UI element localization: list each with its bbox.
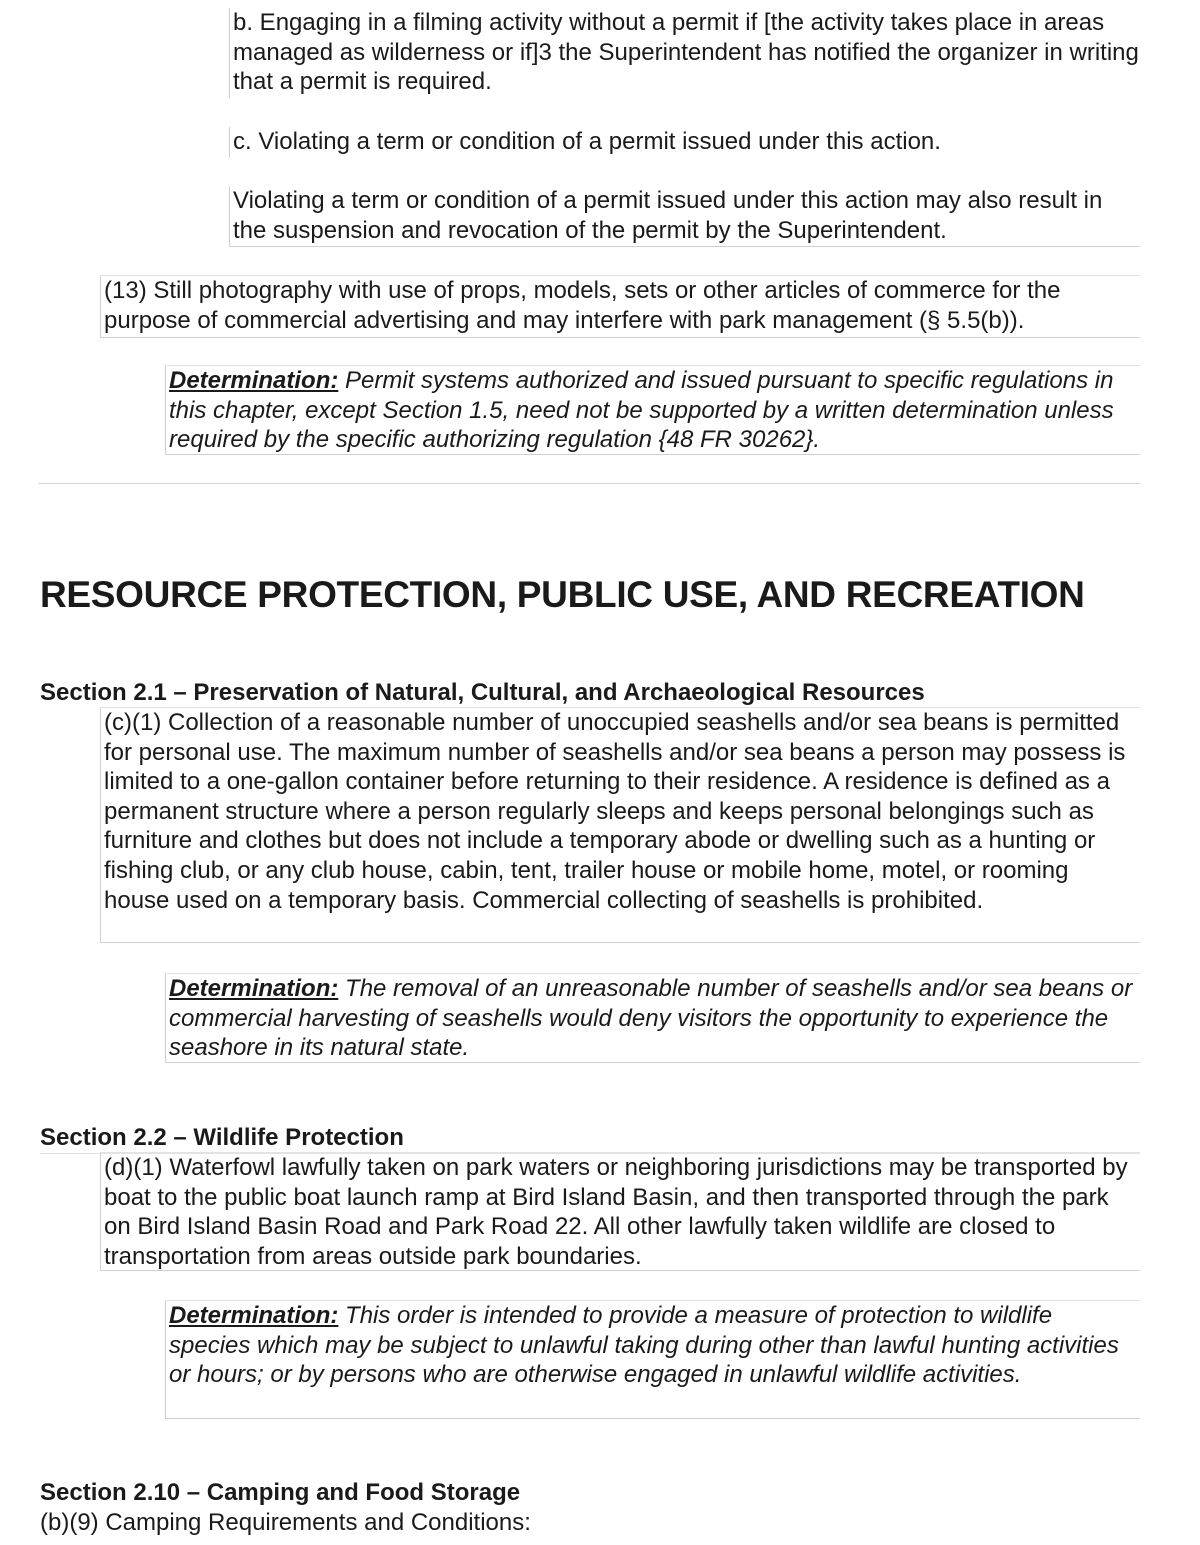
item-13-text xyxy=(100,275,1140,338)
determination-permit-systems xyxy=(165,365,1140,455)
item-b-text xyxy=(229,8,1140,98)
permit-revocation-note xyxy=(229,186,1140,247)
section-2-2-heading: Section 2.2 – Wildlife Protection xyxy=(40,1123,1140,1154)
determination-text: Permit systems authorized and issued pursuant to specific regulations in this chapter, except Section 1.5, need not be supported by a written determination unless required by the specific authorizing regulation {48 FR 30262}. xyxy=(169,367,1114,454)
determination-text: The removal of an unreasonable number of seashells and/or sea beans or commercial harvesting of seashells would deny visitors the opportunity to experience the seashore in its natural state. xyxy=(169,975,1133,1062)
item-c-text xyxy=(229,127,1140,158)
main-heading: RESOURCE PROTECTION, PUBLIC USE, AND RECREATION xyxy=(40,574,1085,615)
section-2-1-body xyxy=(100,707,1140,943)
section-2-2-body xyxy=(100,1152,1140,1271)
section-2-2-paragraph: (d)(1) Waterfowl lawfully taken on park waters or neighboring jurisdictions may be transported by boat to the public boat launch ramp at Bird Island Basin, and then transported through the park on Bird Island Basin Road and Park Road 22. All other lawfully taken wildlife are closed to transportation from areas outside park boundaries. xyxy=(104,1154,1128,1270)
determination-seashells xyxy=(165,973,1140,1063)
determination-label: Determination: xyxy=(169,1302,339,1329)
section-divider xyxy=(38,483,1140,484)
determination-label: Determination: xyxy=(169,975,339,1002)
determination-label: Determination: xyxy=(169,367,339,394)
permit-revocation-paragraph: Violating a term or condition of a permit issued under this action may also result in the suspension and revocation of the permit by the Superintendent. xyxy=(233,187,1103,244)
determination-text: This order is intended to provide a measure of protection to wildlife species which may be subject to unlawful taking during other than lawful hunting activities or hours; or by persons who are otherwise engaged in unlawful wildlife activities. xyxy=(169,1302,1119,1389)
item-c-paragraph: c. Violating a term or condition of a permit issued under this action. xyxy=(233,128,941,155)
item-13-paragraph: (13) Still photography with use of props, models, sets or other articles of commerce for the purpose of commercial advertising and may interfere with park management (§ 5.5(b)). xyxy=(104,277,1061,334)
section-2-10-heading: Section 2.10 – Camping and Food Storage xyxy=(40,1479,521,1506)
section-2-10-body: (b)(9) Camping Requirements and Conditions: xyxy=(40,1509,531,1536)
section-2-1-paragraph: (c)(1) Collection of a reasonable number of unoccupied seashells and/or sea beans is permitted for personal use. The maximum number of seashells and/or sea beans a person may possess is limited to a one-gallon container before returning to their residence. A residence is defined as a permanent structure where a person regularly sleeps and keeps personal belongings such as furniture and clothes but does not include a temporary abode or dwelling such as a hunting or fishing club, or any club house, cabin, tent, trailer house or mobile home, motel, or rooming house used on a temporary basis. Commercial collecting of seashells is prohibited. xyxy=(104,709,1126,914)
item-b-paragraph: b. Engaging in a filming activity without a permit if [the activity takes place in areas managed as wilderness or if]3 the Superintendent has notified the organizer in writing that a permit is required. xyxy=(233,9,1139,96)
determination-wildlife xyxy=(165,1300,1140,1419)
section-2-1-heading: Section 2.1 – Preservation of Natural, Cultural, and Archaeological Resources xyxy=(40,679,925,706)
